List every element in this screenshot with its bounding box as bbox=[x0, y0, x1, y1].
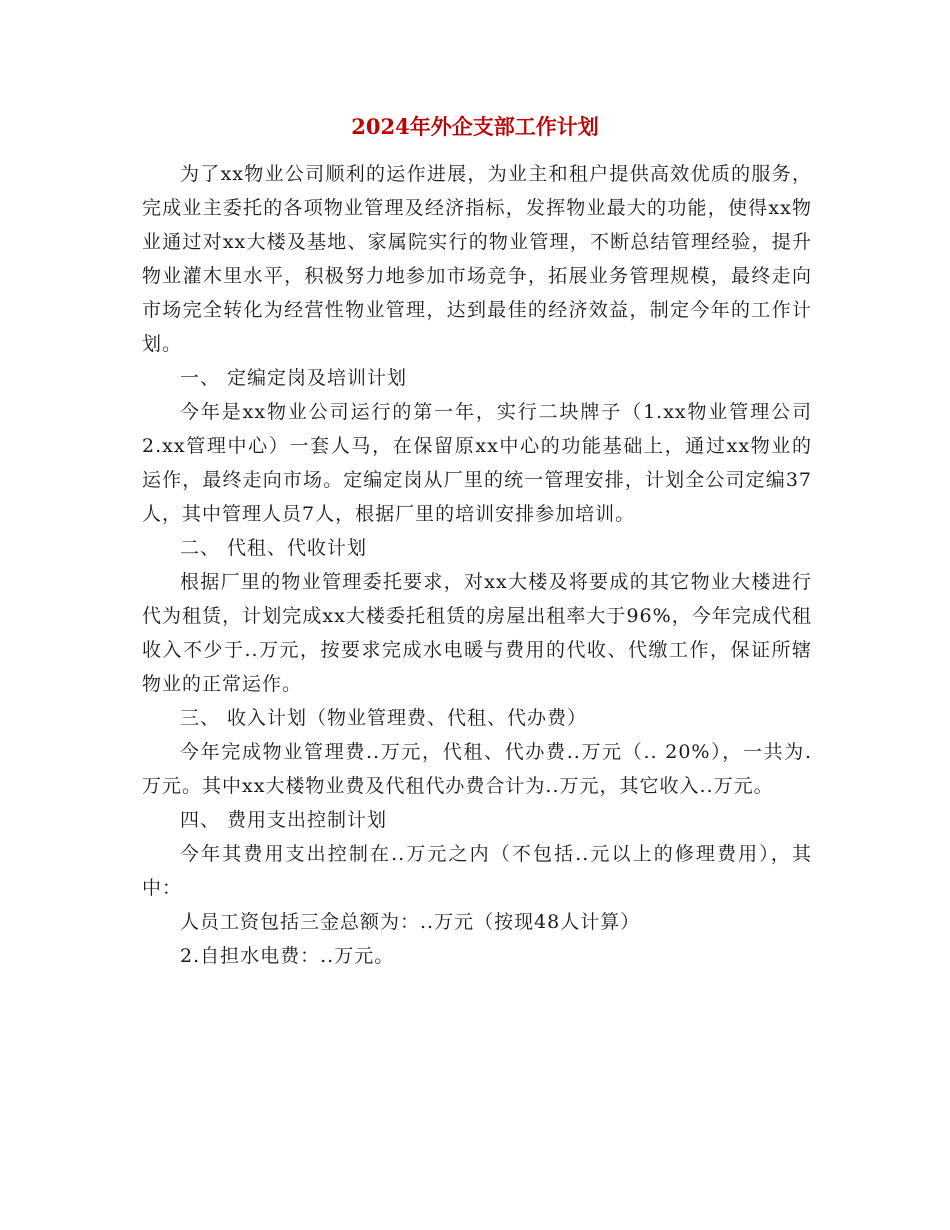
document-body bbox=[142, 157, 812, 973]
section-heading-2: 二、 代租、代收计划 bbox=[180, 537, 368, 559]
intro-paragraph: 为了xx物业公司顺利的运作进展，为业主和租户提供高效优质的服务，完成业主委托的各项物业管理及经济指标，发挥物业最大的功能，使得xx物业通过对xx大楼及基地、家属院实行的物业管理，不断总结管理经验，提升物业灌木里水平，积极努力地参加市场竞争，拓展业务管理规模，最终走向市场完全转化为经营性物业管理，达到最佳的经济效益，制定今年的工作计划。 bbox=[142, 163, 812, 355]
section-body-1: 今年是xx物业公司运行的第一年，实行二块牌子（1.xx物业管理公司 2.xx管理中心）一套人马，在保留原xx中心的功能基础上，通过xx物业的运作，最终走向市场。定编定岗从厂里的统一管理安排，计划全公司定编37人，其中管理人员7人，根据厂里的培训安排参加培训。 bbox=[142, 401, 812, 525]
section-body-2: 根据厂里的物业管理委托要求，对xx大楼及将要成的其它物业大楼进行代为租赁，计划完成xx大楼委托租赁的房屋出租率大于96%，今年完成代租收入不少于..万元，按要求完成水电暖与费用的代收、代缴工作，保证所辖物业的正常运作。 bbox=[142, 571, 812, 695]
section-heading-4: 四、 费用支出控制计划 bbox=[180, 809, 388, 831]
document-title: 2024年外企支部工作计划 bbox=[351, 114, 599, 139]
section-heading-3: 三、 收入计划（物业管理费、代租、代办费） bbox=[180, 707, 588, 729]
section-body-4: 今年其费用支出控制在..万元之内（不包括..元以上的修理费用），其中： bbox=[142, 843, 812, 899]
section-body-3: 今年完成物业管理费..万元，代租、代办费..万元（.. 20%），一共为.万元。其中xx大楼物业费及代租代办费合计为..万元，其它收入..万元。 bbox=[142, 741, 812, 797]
list-item-utilities: 2.自担水电费：..万元。 bbox=[180, 945, 395, 967]
section-heading-1: 一、 定编定岗及培训计划 bbox=[180, 367, 408, 389]
list-item-salary: 人员工资包括三金总额为：..万元（按现48人计算） bbox=[180, 911, 641, 933]
